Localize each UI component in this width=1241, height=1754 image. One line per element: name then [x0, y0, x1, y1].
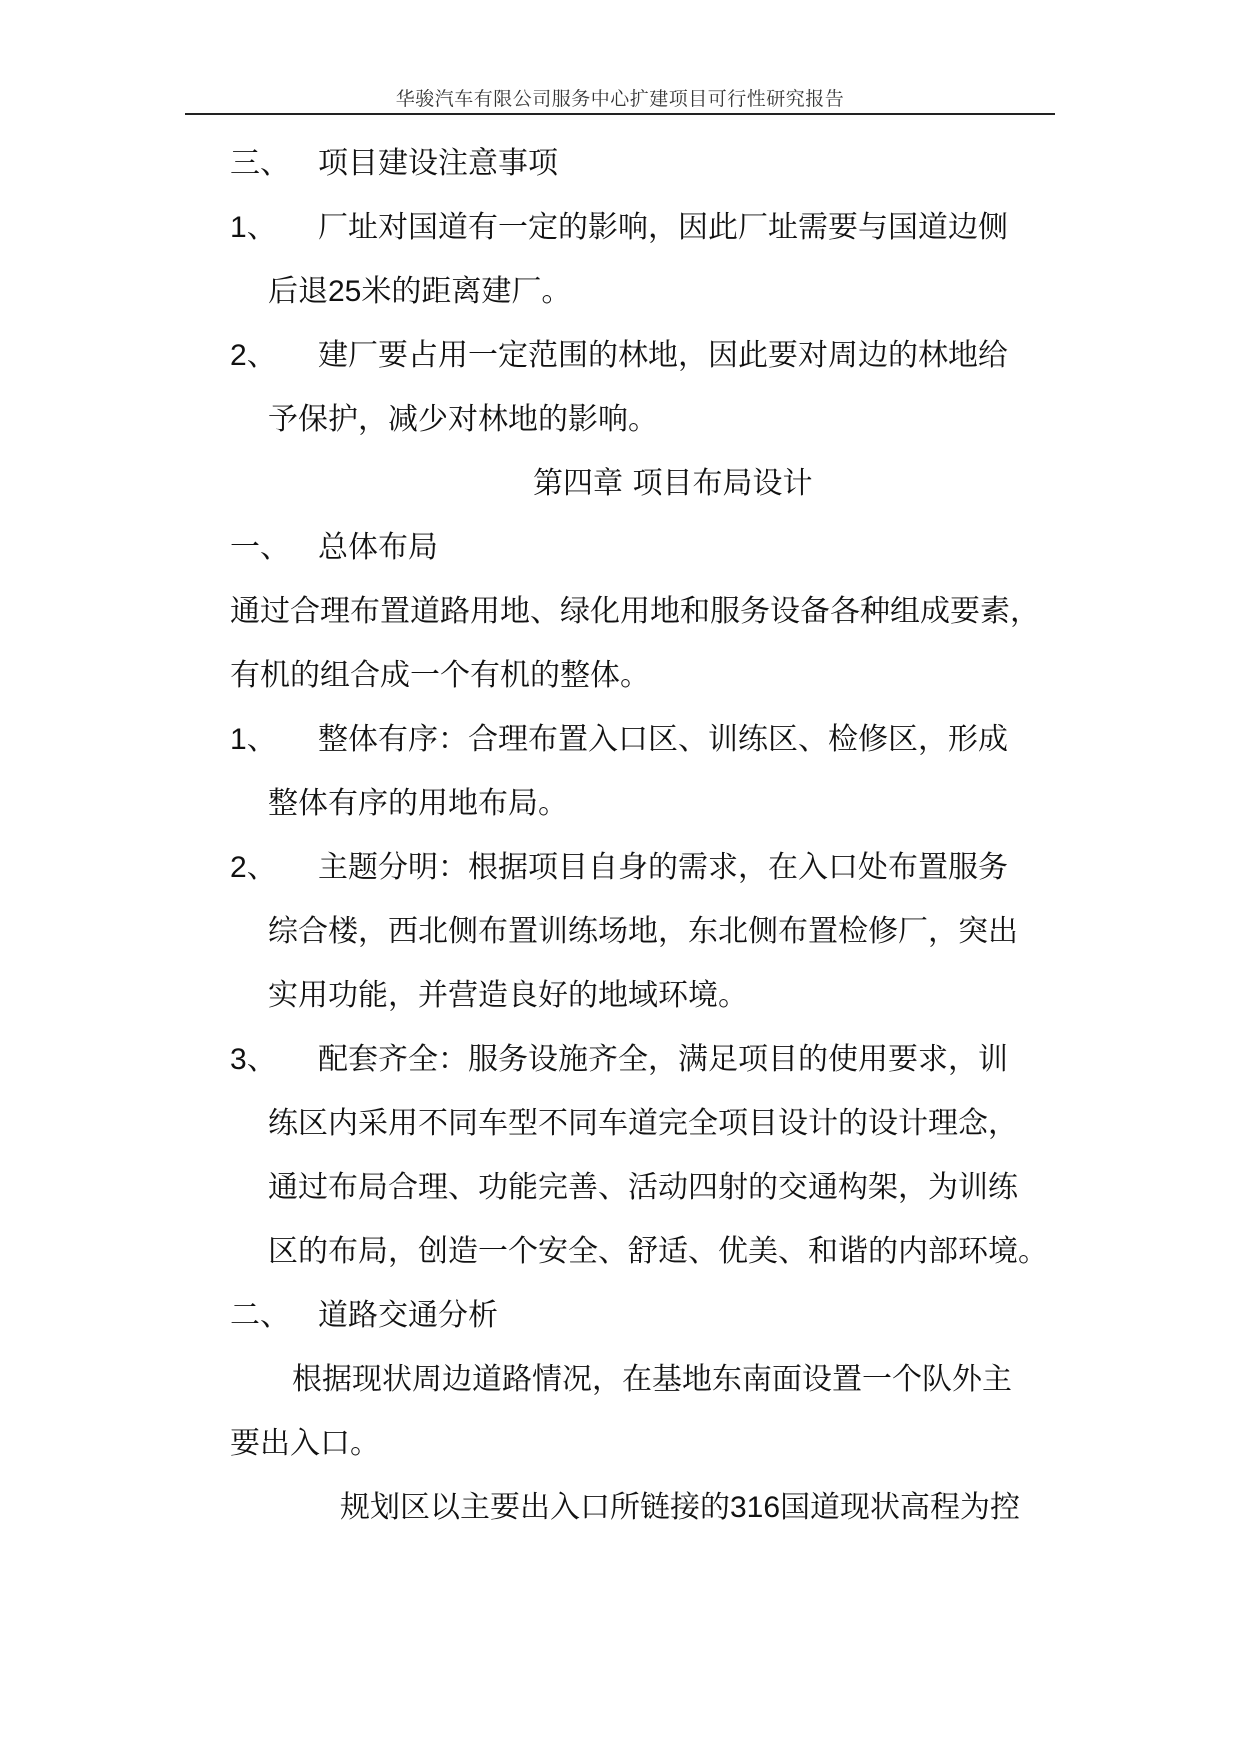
- list-item-number: 3、: [230, 1043, 277, 1076]
- paragraph-line: 通过合理布置道路用地、绿化用地和服务设备各种组成要素，: [230, 594, 1040, 629]
- list-item-text: 主题分明：根据项目自身的需求，在入口处布置服务: [318, 850, 1008, 885]
- section-marker: 三、: [230, 146, 290, 181]
- list-item-text: 配套齐全：服务设施齐全，满足项目的使用要求，训: [318, 1042, 1008, 1077]
- section-title-2: 道路交通分析: [318, 1298, 498, 1333]
- list-item-text: 整体有序的用地布局。: [268, 786, 568, 821]
- list-item-text: 区的布局，创造一个安全、舒适、优美、和谐的内部环境。: [268, 1234, 1048, 1269]
- header-rule: [185, 113, 1055, 115]
- paragraph-line: 规划区以主要出入口所链接的316国道现状高程为控: [340, 1490, 1021, 1525]
- paragraph-line: 有机的组合成一个有机的整体。: [230, 658, 650, 693]
- list-item-number: 1、: [230, 211, 277, 244]
- list-item-text: 综合楼，西北侧布置训练场地，东北侧布置检修厂，突出: [268, 914, 1018, 949]
- section-title-1: 总体布局: [318, 530, 438, 565]
- chapter-title: 第四章 项目布局设计: [533, 466, 813, 501]
- list-item-text: 实用功能，并营造良好的地域环境。: [268, 978, 748, 1013]
- list-item-text: 整体有序：合理布置入口区、训练区、检修区，形成: [318, 722, 1008, 757]
- section-title-3: 项目建设注意事项: [318, 146, 558, 181]
- list-item-text: 厂址对国道有一定的影响，因此厂址需要与国道边侧: [318, 210, 1008, 245]
- section-marker: 二、: [230, 1298, 290, 1333]
- section-heading-3: [230, 144, 290, 184]
- list-item-text: 练区内采用不同车型不同车道完全项目设计的设计理念，: [268, 1106, 1018, 1141]
- list-item-text: 通过布局合理、功能完善、活动四射的交通构架，为训练: [268, 1170, 1018, 1205]
- list-item-text: 后退25米的距离建厂。: [268, 274, 572, 309]
- list-item-number: 2、: [230, 851, 277, 884]
- paragraph-line: 要出入口。: [230, 1426, 380, 1461]
- section-marker: 一、: [230, 530, 290, 565]
- paragraph-line: 根据现状周边道路情况，在基地东南面设置一个队外主: [292, 1362, 1012, 1397]
- list-item-number: 2、: [230, 339, 277, 372]
- page-header: 华骏汽车有限公司服务中心扩建项目可行性研究报告: [395, 88, 845, 110]
- list-item-text: 建厂要占用一定范围的林地，因此要对周边的林地给: [318, 338, 1008, 373]
- list-item-text: 予保护，减少对林地的影响。: [268, 402, 658, 437]
- list-item-number: 1、: [230, 723, 277, 756]
